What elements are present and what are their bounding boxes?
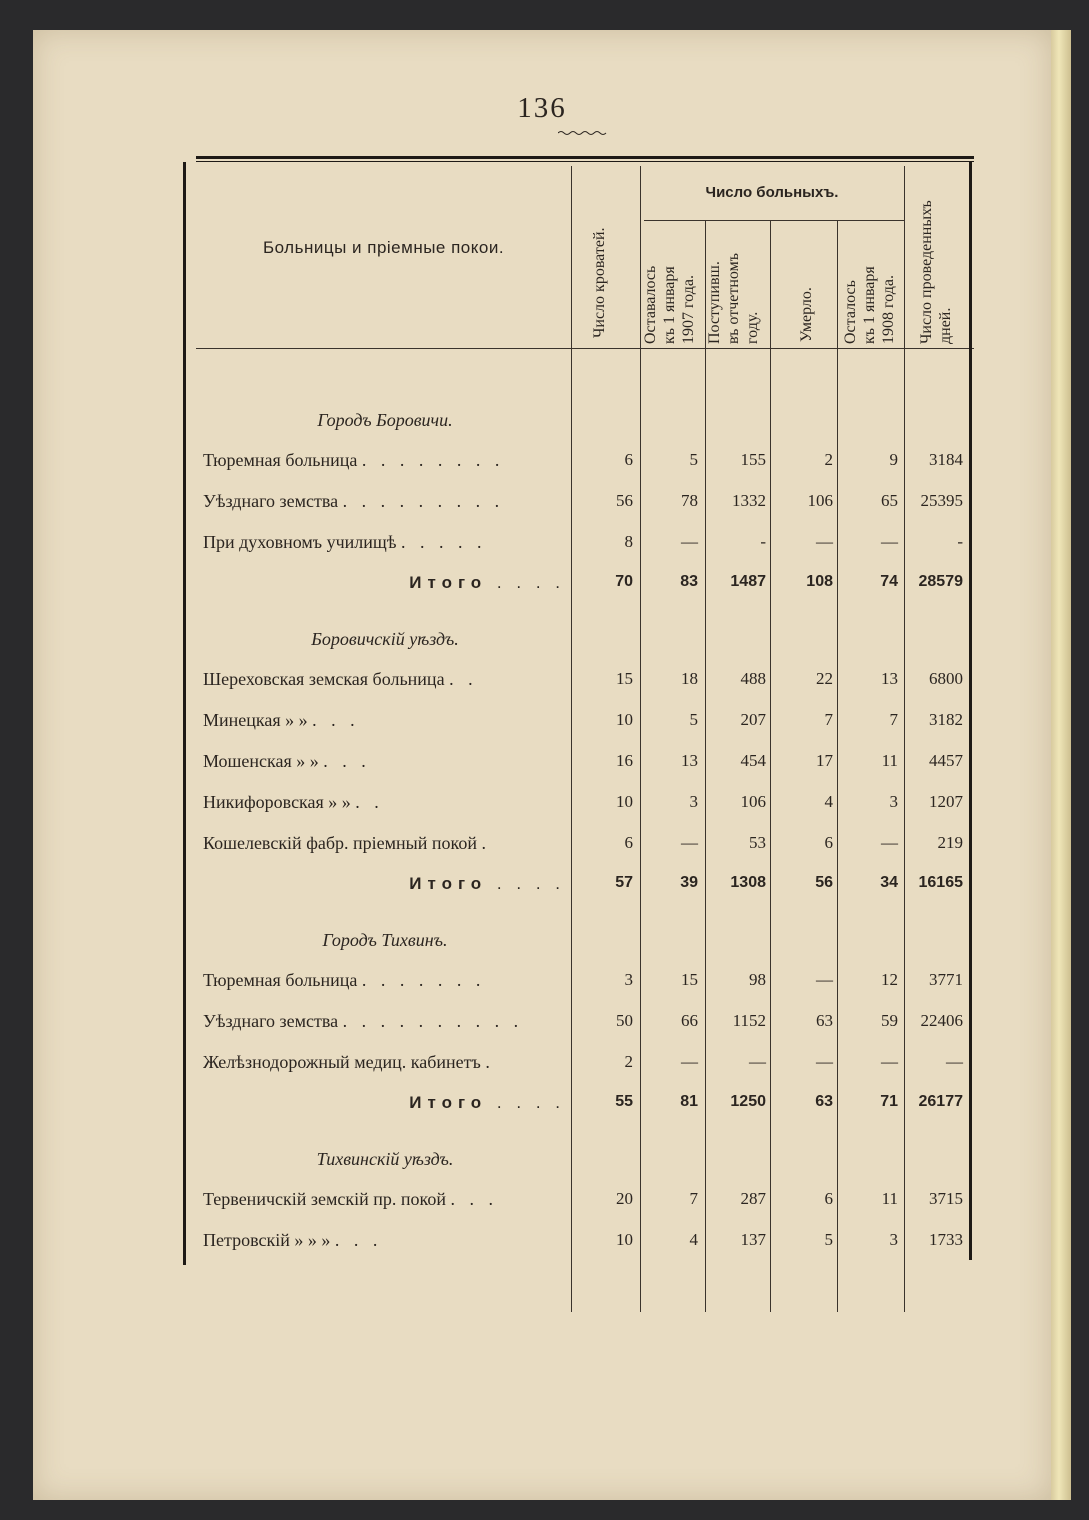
table-top-rule-thin (196, 161, 974, 162)
table-cell: 4457 (929, 751, 963, 770)
table-cell: 63 (816, 1011, 833, 1030)
section-title: Городъ Тихвинъ. (322, 930, 448, 950)
table-cell: 3 (889, 792, 898, 811)
table-cell: 454 (740, 751, 766, 770)
total-cell: 39 (680, 874, 698, 891)
table-cell: 13 (881, 669, 898, 688)
column-divider (770, 220, 771, 1312)
table-cell: 20 (616, 1189, 633, 1208)
page-number-ornament (558, 130, 608, 136)
table-cell: 1733 (929, 1230, 963, 1249)
section-title: Боровичскій уѣздъ. (311, 629, 459, 649)
table-cell: 15 (616, 669, 633, 688)
total-cell: 1308 (730, 874, 766, 891)
row-label: Шереховская земская больница . . (203, 669, 478, 689)
table-header-rule (196, 348, 974, 349)
table-cell: - (957, 532, 963, 551)
header-beds: Число кроватей. (591, 227, 608, 338)
total-cell: 28579 (918, 573, 963, 590)
table-cell: 10 (616, 1230, 633, 1249)
table-cell: — (881, 833, 898, 852)
table-cell: 1332 (732, 491, 766, 510)
table-cell: 3182 (929, 710, 963, 729)
total-cell: 55 (615, 1093, 633, 1110)
table-cell: — (749, 1052, 766, 1071)
table-cell: 11 (881, 1189, 898, 1208)
table-cell: 4 (689, 1230, 698, 1249)
total-cell: 57 (615, 874, 633, 891)
table-cell: 1207 (929, 792, 963, 811)
table-cell: 5 (689, 710, 698, 729)
table-cell: 9 (889, 450, 898, 469)
column-divider (904, 166, 905, 1312)
total-cell: 108 (806, 573, 833, 590)
table-cell: 59 (881, 1011, 898, 1030)
table-cell: 1152 (732, 1011, 766, 1030)
table-cell: 6 (624, 833, 633, 852)
table-cell: 106 (740, 792, 766, 811)
table-cell: — (946, 1052, 963, 1071)
table-cell: 5 (689, 450, 698, 469)
header-died: Умерло. (798, 287, 815, 342)
header-remained-start: Оставалось къ 1 января 1907 года. (642, 265, 697, 344)
table-top-rule (196, 156, 974, 159)
row-label: Тюремная больница . . . . . . . . (203, 450, 505, 470)
table-cell: 12 (881, 970, 898, 989)
total-cell: 74 (880, 573, 898, 590)
table-cell: 2 (624, 1052, 633, 1071)
table-cell: 488 (740, 669, 766, 688)
table-cell: 3 (624, 970, 633, 989)
table-cell: 10 (616, 792, 633, 811)
table-cell: — (881, 532, 898, 551)
table-cell: 78 (681, 491, 698, 510)
table-cell: 3184 (929, 450, 963, 469)
page-number: 136 (517, 92, 567, 124)
total-cell: 70 (615, 573, 633, 590)
row-label: Тюремная больница . . . . . . . (203, 970, 486, 990)
table-cell: 5 (824, 1230, 833, 1249)
row-label: Минецкая » » . . . (203, 710, 360, 730)
row-label: Желѣзнодорожный медиц. кабинетъ . (203, 1052, 495, 1072)
table-cell: — (681, 532, 698, 551)
row-label: При духовномъ училищѣ . . . . . (203, 532, 487, 552)
table-cell: 287 (740, 1189, 766, 1208)
header-remained-end: Осталось къ 1 января 1908 года. (842, 266, 897, 344)
row-label: Мошенская » » . . . (203, 751, 371, 771)
table-cell: 4 (824, 792, 833, 811)
table-cell: 7 (824, 710, 833, 729)
table-cell: 17 (816, 751, 833, 770)
table-cell: 6800 (929, 669, 963, 688)
table-cell: 3 (689, 792, 698, 811)
row-label: Петровскій » » » . . . (203, 1230, 383, 1250)
table-cell: 155 (740, 450, 766, 469)
table-cell: 13 (681, 751, 698, 770)
table-cell: — (816, 970, 833, 989)
row-label: Кошелевскій фабр. пріемный покой . (203, 833, 491, 853)
table-cell: 15 (681, 970, 698, 989)
table-cell: — (816, 532, 833, 551)
table-cell: 6 (824, 833, 833, 852)
total-cell: 16165 (918, 874, 963, 891)
table-cell: 10 (616, 710, 633, 729)
row-label: Тервеничскій земскій пр. покой . . . (203, 1189, 498, 1209)
table-right-border (969, 162, 972, 1260)
total-cell: 26177 (918, 1093, 963, 1110)
table-cell: 50 (616, 1011, 633, 1030)
total-cell: 71 (880, 1093, 898, 1110)
table-cell: 65 (881, 491, 898, 510)
table-cell: 8 (624, 532, 633, 551)
table-cell: 2 (824, 450, 833, 469)
total-cell: 56 (815, 874, 833, 891)
row-label: Никифоровская » » . . (203, 792, 384, 812)
table-cell: 98 (749, 970, 766, 989)
table-cell: 219 (937, 833, 963, 852)
table-cell: — (681, 833, 698, 852)
row-label: Уѣзднаго земства . . . . . . . . . (203, 491, 505, 511)
table-cell: 22 (816, 669, 833, 688)
header-days: Число проведенныхъ дней. (918, 200, 954, 344)
table-cell: 106 (807, 491, 833, 510)
table-cell: — (816, 1052, 833, 1071)
header-hospitals: Больницы и пріемные покои. (262, 238, 505, 257)
total-label: Итого . . . . (409, 1093, 565, 1112)
section-title: Городъ Боровичи. (317, 410, 453, 430)
table-cell: 18 (681, 669, 698, 688)
table-cell: 66 (681, 1011, 698, 1030)
table-cell: 137 (740, 1230, 766, 1249)
book-spine (1051, 30, 1071, 1500)
total-cell: 1250 (730, 1093, 766, 1110)
total-label: Итого . . . . (409, 874, 565, 893)
total-cell: 63 (815, 1093, 833, 1110)
table-cell: 22406 (920, 1011, 963, 1030)
table-cell: — (881, 1052, 898, 1071)
column-divider (571, 166, 572, 1312)
column-divider (705, 220, 706, 1312)
total-label: Итого . . . . (409, 573, 565, 592)
table-cell: 25395 (920, 491, 963, 510)
table-cell: 3 (889, 1230, 898, 1249)
table-cell: 3771 (929, 970, 963, 989)
table-cell: 7 (889, 710, 898, 729)
table-cell: 11 (881, 751, 898, 770)
table-cell: 6 (624, 450, 633, 469)
patients-group-rule (644, 220, 904, 221)
table-cell: 56 (616, 491, 633, 510)
column-divider (640, 166, 641, 1312)
total-cell: 34 (880, 874, 898, 891)
header-admitted: Поступивш. въ отчетномъ году. (706, 252, 761, 344)
total-cell: 81 (680, 1093, 698, 1110)
table-cell: 7 (689, 1189, 698, 1208)
section-title: Тихвинскій уѣздъ. (316, 1149, 454, 1169)
column-divider (837, 220, 838, 1312)
table-left-border (183, 162, 186, 1265)
table-cell: 207 (740, 710, 766, 729)
table-cell: 16 (616, 751, 633, 770)
header-patients-group: Число больныхъ. (705, 184, 839, 201)
total-cell: 83 (680, 573, 698, 590)
table-cell: 53 (749, 833, 766, 852)
table-cell: 3715 (929, 1189, 963, 1208)
row-label: Уѣзднаго земства . . . . . . . . . . (203, 1011, 524, 1031)
table-cell: - (760, 532, 766, 551)
table-cell: 6 (824, 1189, 833, 1208)
total-cell: 1487 (730, 573, 766, 590)
table-cell: — (681, 1052, 698, 1071)
